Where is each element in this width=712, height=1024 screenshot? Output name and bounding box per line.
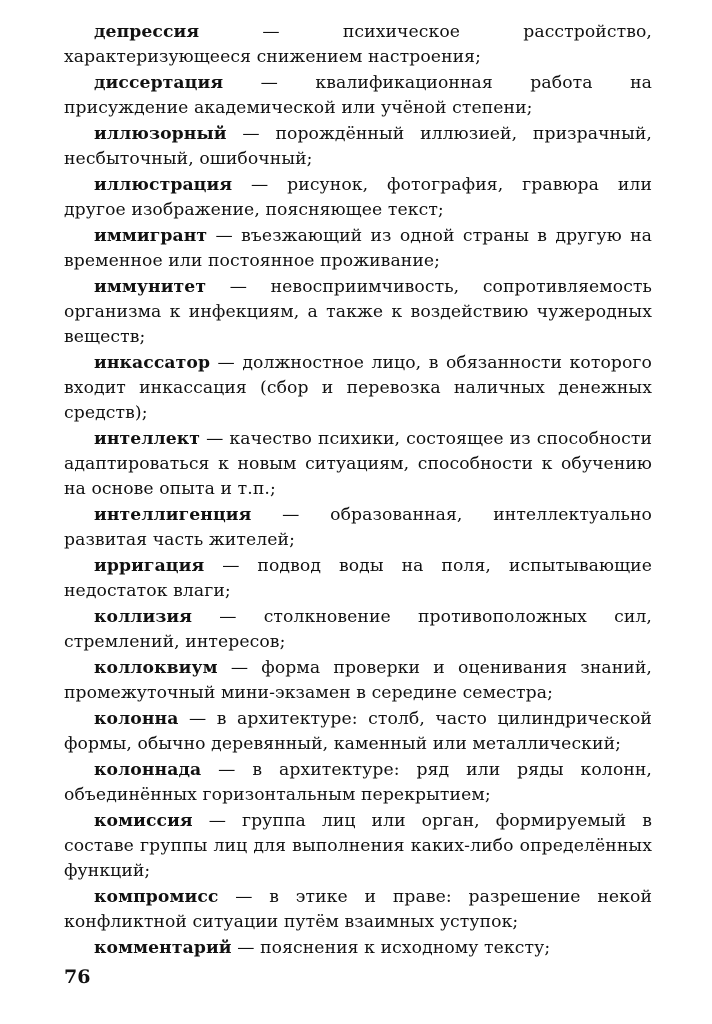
entry-term: диссертация: [94, 73, 224, 93]
entry-definition: — подвод воды на поля, испытывающие недостаток влаги;: [64, 556, 652, 601]
entry-term: комментарий: [94, 938, 232, 958]
glossary-entry: [64, 885, 652, 935]
entry-term: интеллигенция: [94, 505, 252, 525]
entry-term: ирригация: [94, 556, 205, 576]
glossary-entry: [64, 122, 652, 172]
entry-term: иммигрант: [94, 226, 208, 246]
entry-definition: — порождённый иллюзией, призрачный, несбыточный, ошибочный;: [64, 124, 652, 169]
page-number: 76: [64, 966, 91, 988]
entry-definition: — в этике и праве: разрешение некой конфликтной ситуации путём взаимных уступок;: [64, 887, 652, 932]
glossary-list: [64, 20, 652, 962]
entry-term: инкассатор: [94, 353, 211, 373]
entry-term: иллюзорный: [94, 124, 227, 144]
entry-definition: — в архитектуре: ряд или ряды колонн, объединённых горизонтальным перекрытием;: [64, 760, 652, 805]
glossary-entry: [64, 20, 652, 70]
entry-term: депрессия: [94, 22, 200, 42]
entry-term: комиссия: [94, 811, 193, 831]
entry-definition: — рисунок, фотография, гравюра или другое изображение, поясняющее текст;: [64, 175, 652, 220]
entry-definition: — въезжающий из одной страны в другую на временное или постоянное проживание;: [64, 226, 652, 271]
glossary-entry: [64, 427, 652, 502]
entry-definition: — образованная, интеллектуально развитая часть жителей;: [64, 505, 652, 550]
glossary-entry: [64, 275, 652, 350]
glossary-entry: [64, 173, 652, 223]
entry-definition: — в архитектуре: столб, часто цилиндрической формы, обычно деревянный, каменный или металлический;: [64, 709, 652, 754]
entry-definition: — квалификационная работа на присуждение академической или учёной степени;: [64, 73, 652, 118]
glossary-entry: [64, 554, 652, 604]
glossary-entry: [64, 503, 652, 553]
entry-term: колоннада: [94, 760, 202, 780]
entry-definition: — психическое расстройство, характеризующееся снижением настроения;: [64, 22, 652, 67]
glossary-entry: [64, 656, 652, 706]
entry-definition: — столкновение противоположных сил, стремлений, интересов;: [64, 607, 652, 652]
glossary-entry: [64, 936, 652, 961]
entry-definition: — форма проверки и оценивания знаний, промежуточный мини-экзамен в середине семестра;: [64, 658, 652, 703]
glossary-entry: [64, 809, 652, 884]
entry-term: коллизия: [94, 607, 193, 627]
glossary-entry: [64, 605, 652, 655]
entry-term: компромисс: [94, 887, 219, 907]
entry-definition: — группа лиц или орган, формируемый в составе группы лиц для выполнения каких-либо определённых функций;: [64, 811, 652, 881]
entry-term: интеллект: [94, 429, 201, 449]
entry-term: коллоквиум: [94, 658, 218, 678]
glossary-entry: [64, 71, 652, 121]
entry-definition: — пояснения к исходному тексту;: [231, 938, 551, 958]
entry-term: колонна: [94, 709, 179, 729]
glossary-entry: [64, 224, 652, 274]
entry-definition: — качество психики, состоящее из способности адаптироваться к новым ситуациям, способности к обучению на основе опыта и т.п.;: [64, 429, 652, 499]
entry-term: иллюстрация: [94, 175, 233, 195]
glossary-entry: [64, 351, 652, 426]
glossary-entry: [64, 707, 652, 757]
glossary-entry: [64, 758, 652, 808]
entry-definition: — должностное лицо, в обязанности которого входит инкассация (сбор и перевозка наличных денежных средств);: [64, 353, 652, 423]
entry-definition: — невосприимчивость, сопротивляемость организма к инфекциям, а также к воздействию чужеродных веществ;: [64, 277, 652, 347]
entry-term: иммунитет: [94, 277, 207, 297]
